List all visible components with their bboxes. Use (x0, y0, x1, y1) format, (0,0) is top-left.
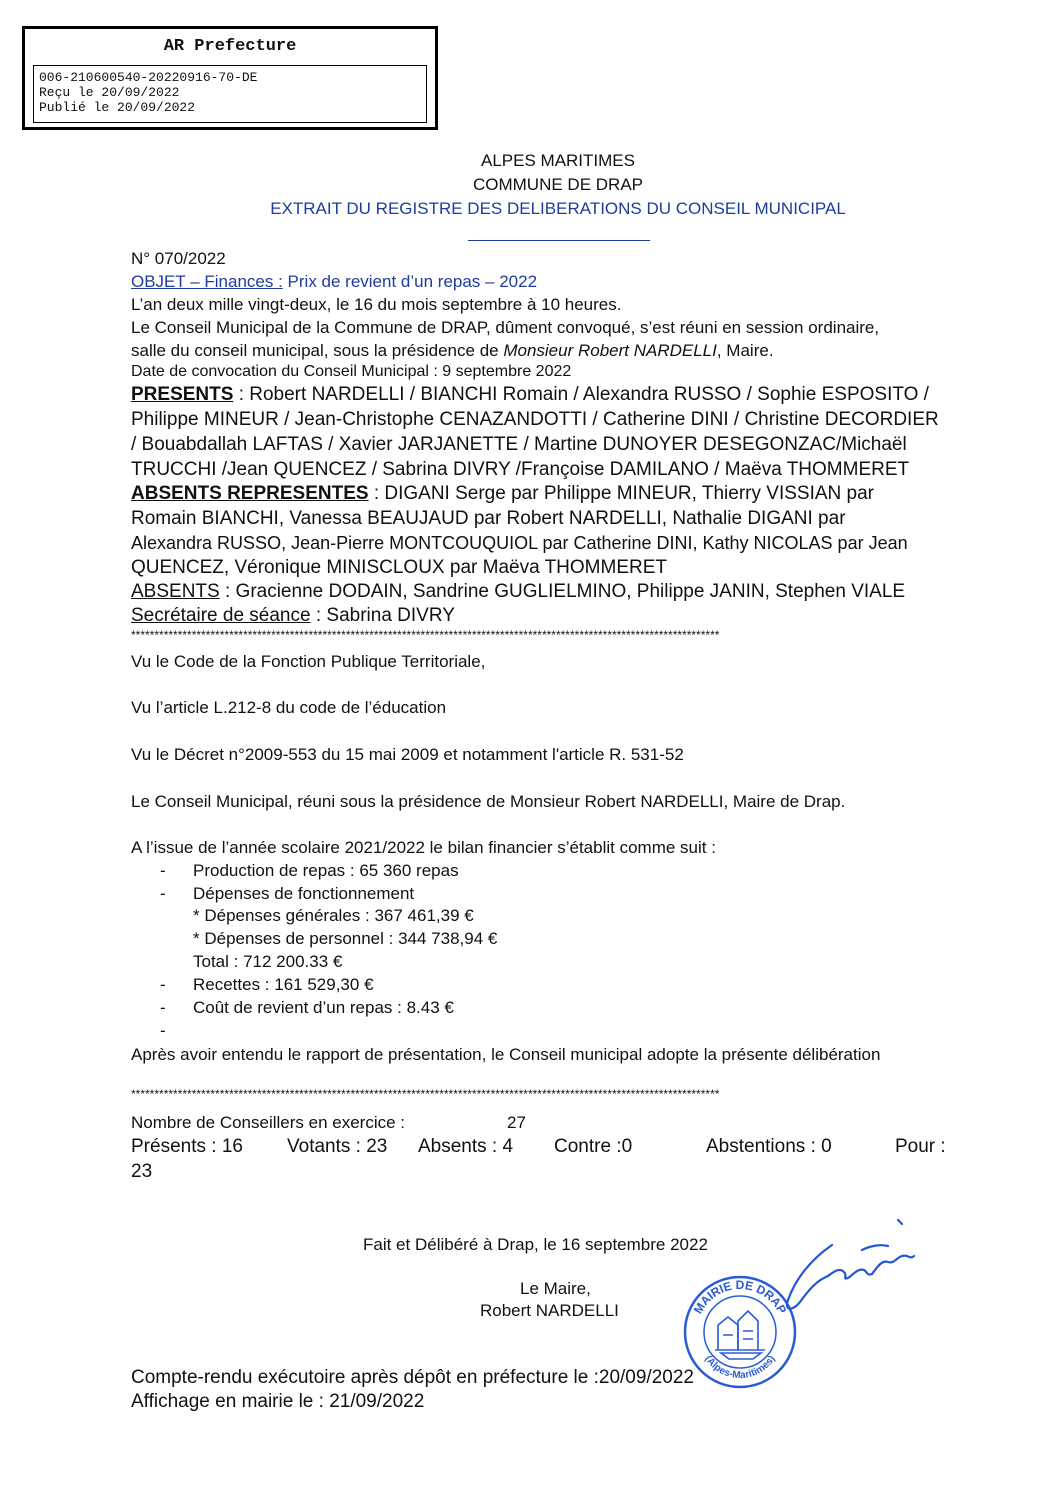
presents-line-4: TRUCCHI /Jean QUENCEZ / Sabrina DIVRY /Françoise DAMILANO / Maëva THOMMERET (131, 459, 910, 480)
maire-title: Le Maire, (520, 1279, 591, 1298)
secretaire-label: Secrétaire de séance (131, 605, 311, 626)
presents-text-1: : Robert NARDELLI / BIANCHI Romain / Alexandra RUSSO / Sophie ESPOSITO / (233, 384, 929, 405)
absents-line (131, 581, 905, 603)
secretaire-line (131, 605, 455, 627)
affichage-mairie: Affichage en mairie le : 21/09/2022 (131, 1391, 425, 1412)
prefecture-stamp (22, 26, 438, 130)
bullet-dash: - (160, 861, 166, 880)
item-cout-repas: Coût de revient d’un repas : 8.43 € (193, 998, 454, 1017)
bullet-dash: - (160, 975, 166, 994)
salle-text: salle du conseil municipal, sous la présidence de (131, 341, 504, 360)
deliberation-number: N° 070/2022 (131, 249, 226, 268)
header-department: ALPES MARITIMES (481, 151, 635, 170)
conseil-statement: Le Conseil Municipal, réuni sous la présidence de Monsieur Robert NARDELLI, Maire de Drap. (131, 792, 846, 811)
item-recettes: Recettes : 161 529,30 € (193, 975, 374, 994)
convocation-date: Date de convocation du Conseil Municipal : 9 septembre 2022 (131, 363, 572, 380)
seal-top-text: MAIRIE DE DRAP (690, 1278, 790, 1317)
intro-convocation: Le Conseil Municipal de la Commune de DRAP, dûment convoqué, s’est réuni en session ordinaire, (131, 318, 880, 337)
president-name: Monsieur Robert NARDELLI (503, 341, 717, 360)
vote-presents: Présents : 16 (131, 1136, 243, 1157)
stamp-published: Publié le 20/09/2022 (39, 100, 196, 115)
vote-absents: Absents : 4 (418, 1136, 514, 1157)
absents-rep-line-2: Romain BIANCHI, Vanessa BEAUJAUD par Robert NARDELLI, Nathalie DIGANI par (131, 508, 846, 529)
bullet-dash: - (160, 884, 166, 903)
presents-label: PRESENTS (131, 384, 234, 405)
intro-date: L’an deux mille vingt-deux, le 16 du mois septembre à 10 heures. (131, 295, 622, 314)
item-total: Total : 712 200.33 € (193, 952, 343, 971)
presents-line-1 (131, 384, 929, 406)
vote-votants: Votants : 23 (287, 1136, 388, 1157)
presents-line-2: Philippe MINEUR / Jean-Christophe CENAZANDOTTI / Catherine DINI / Christine DECORDIER (131, 409, 939, 430)
bullet-dash: - (160, 998, 166, 1017)
presents-line-3: / Bouabdallah LAFTAS / Xavier JARJANETTE / Martine DUNOYER DESEGONZAC/Michaël (131, 434, 907, 455)
vote-contre: Contre :0 (554, 1136, 633, 1157)
seal-bottom-text: (Alpes-Maritimes) (702, 1353, 778, 1382)
absents-text: : Gracienne DODAIN, Sandrine GUGLIELMINO, Philippe JANIN, Stephen VIALE (219, 581, 906, 602)
conseillers-exercice-value: 27 (507, 1113, 526, 1132)
header-rule (468, 240, 650, 241)
header-commune: COMMUNE DE DRAP (472, 175, 643, 194)
separator-stars-2: ****************************************************************************************************************************** (131, 1087, 720, 1101)
stamp-title: AR Prefecture (163, 37, 297, 56)
vu-decret: Vu le Décret n°2009-553 du 15 mai 2009 et notamment l'article R. 531-52 (131, 745, 684, 764)
header-registry-title: EXTRAIT DU REGISTRE DES DELIBERATIONS DU CONSEIL MUNICIPAL (270, 199, 846, 218)
adoption-statement: Après avoir entendu le rapport de présentation, le Conseil municipal adopte la présente délibération (131, 1045, 881, 1064)
absents-rep-line-4: QUENCEZ, Véronique MINISCLOUX par Maëva THOMMERET (131, 557, 668, 578)
conseillers-exercice-label: Nombre de Conseillers en exercice : (131, 1113, 406, 1132)
stamp-reference: 006-210600540-20220916-70-DE (39, 70, 258, 85)
bilan-intro: A l’issue de l’année scolaire 2021/2022 le bilan financier s’établit comme suit : (131, 838, 716, 857)
stamp-details (33, 65, 427, 123)
absents-label: ABSENTS (131, 581, 220, 602)
bullet-dash: - (160, 1021, 166, 1040)
vote-abstentions: Abstentions : 0 (706, 1136, 832, 1157)
absents-rep-text-1: : DIGANI Serge par Philippe MINEUR, Thierry VISSIAN par (368, 483, 874, 504)
item-production: Production de repas : 65 360 repas (193, 861, 459, 880)
seal-emblem (715, 1311, 765, 1359)
vote-pour-label: Pour : (895, 1136, 946, 1157)
item-depenses-generales: * Dépenses générales : 367 461,39 € (193, 906, 474, 925)
salle-end: , Maire. (716, 341, 774, 360)
intro-salle (131, 341, 774, 361)
vu-code: Vu le Code de la Fonction Publique Territoriale, (131, 652, 486, 671)
item-depenses-personnel: * Dépenses de personnel : 344 738,94 € (193, 929, 498, 948)
absents-rep-line-1 (131, 483, 874, 505)
absents-rep-label: ABSENTS REPRESENTES (131, 483, 369, 504)
deliberation-object (131, 272, 537, 292)
separator-stars: ****************************************************************************************************************************** (131, 628, 720, 642)
fait-et-delibere: Fait et Délibéré à Drap, le 16 septembre 2022 (363, 1235, 708, 1254)
item-depenses: Dépenses de fonctionnement (193, 884, 415, 903)
stamp-received: Reçu le 20/09/2022 (39, 85, 180, 100)
mayor-signature (770, 1210, 920, 1320)
object-text: Prix de revient d’un repas – 2022 (282, 272, 538, 291)
secretaire-text: : Sabrina DIVRY (310, 605, 455, 626)
absents-rep-line-3: Alexandra RUSSO, Jean-Pierre MONTCOUQUIOL par Catherine DINI, Kathy NICOLAS par Jean (131, 533, 908, 553)
object-label: OBJET – Finances : (131, 272, 283, 291)
vote-pour-value: 23 (131, 1161, 153, 1182)
maire-name: Robert NARDELLI (480, 1301, 619, 1320)
vu-article: Vu l’article L.212-8 du code de l’éducation (131, 698, 447, 717)
compte-rendu-executoire: Compte-rendu exécutoire après dépôt en préfecture le :20/09/2022 (131, 1367, 694, 1388)
